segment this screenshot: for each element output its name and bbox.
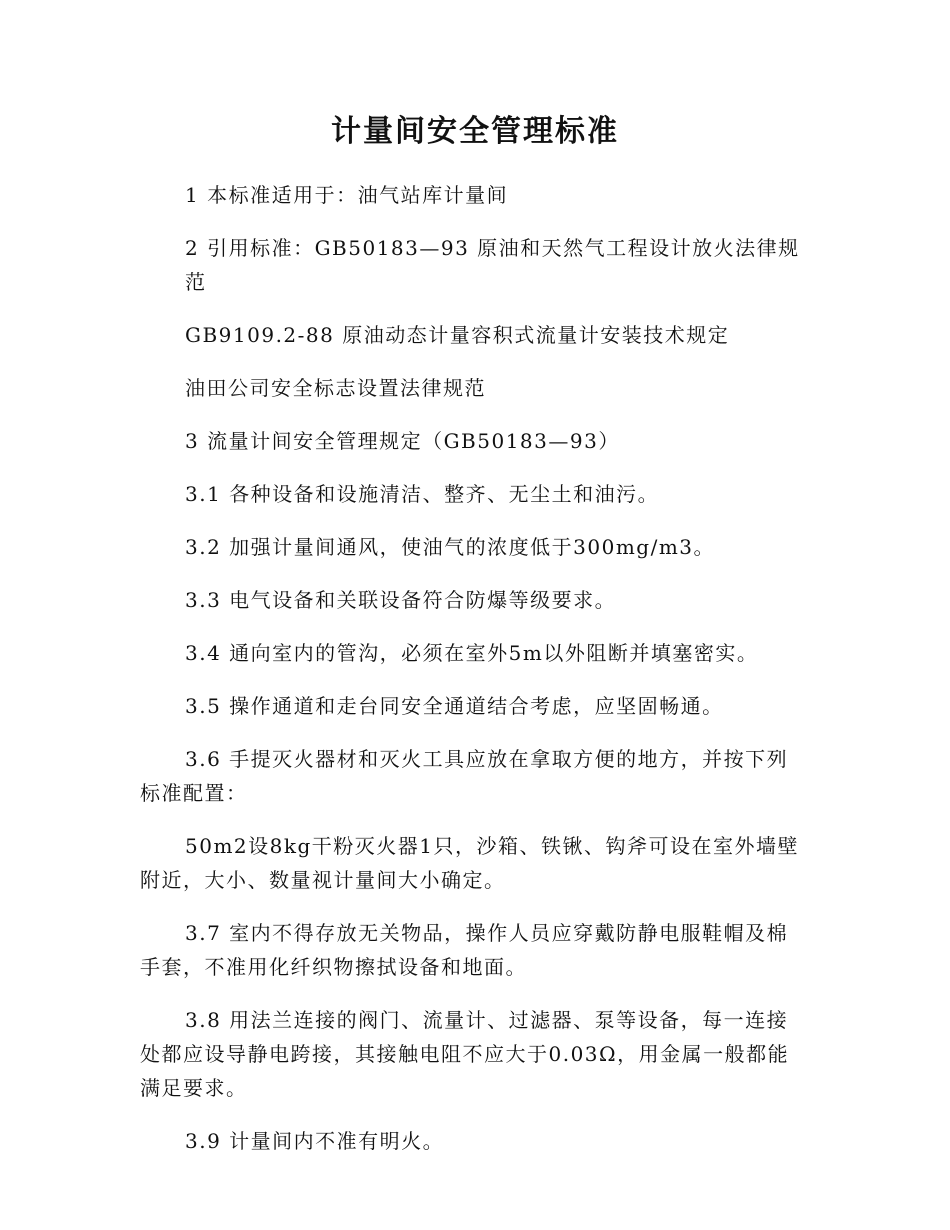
- paragraph-3-4: 3.4 通向室内的管沟，必须在室外5m以外阻断并填塞密实。: [185, 641, 759, 665]
- paragraph-3-6: 3.6 手提灭火器材和灭火工具应放在拿取方便的地方，并按下列标准配置：: [140, 747, 789, 805]
- paragraph-3-8: 3.8 用法兰连接的阀门、流量计、过滤器、泵等设备，每一连接处都应设导静电跨接，其接触电阻不应大于0.03Ω，用金属一般都能满足要求。: [140, 1008, 790, 1100]
- paragraph-3-management-rules: 3 流量计间安全管理规定（GB50183—93）: [185, 429, 620, 453]
- paragraph-extinguisher-config: 50m2设8kg干粉灭火器1只，沙箱、铁锹、钩斧可设在室外墙壁附近，大小、数量视计量间大小确定。: [140, 834, 800, 892]
- paragraph-3-7: 3.7 室内不得存放无关物品，操作人员应穿戴防静电服鞋帽及棉手套，不准用化纤织物擦拭设备和地面。: [140, 921, 789, 979]
- paragraph-3-9: 3.9 计量间内不准有明火。: [185, 1129, 445, 1153]
- paragraph-3-1: 3.1 各种设备和设施清洁、整齐、无尘土和油污。: [185, 482, 660, 506]
- paragraph-2-references: 2 引用标准：GB50183—93 原油和天然气工程设计放火法律规范: [185, 236, 800, 294]
- paragraph-reference-safety-signs: 油田公司安全标志设置法律规范: [185, 376, 486, 400]
- document-body: [140, 160, 800, 1158]
- document-title: 计量间安全管理标准: [331, 114, 619, 149]
- paragraph-3-3: 3.3 电气设备和关联设备符合防爆等级要求。: [185, 588, 617, 612]
- paragraph-1-scope: 1 本标准适用于：油气站库计量间: [185, 183, 509, 207]
- paragraph-3-5: 3.5 操作通道和走台同安全通道结合考虑，应坚固畅通。: [185, 694, 724, 718]
- paragraph-reference-gb9109: GB9109.2-88 原油动态计量容积式流量计安装技术规定: [185, 323, 730, 347]
- paragraph-3-2: 3.2 加强计量间通风，使油气的浓度低于300mg/m3。: [185, 535, 716, 559]
